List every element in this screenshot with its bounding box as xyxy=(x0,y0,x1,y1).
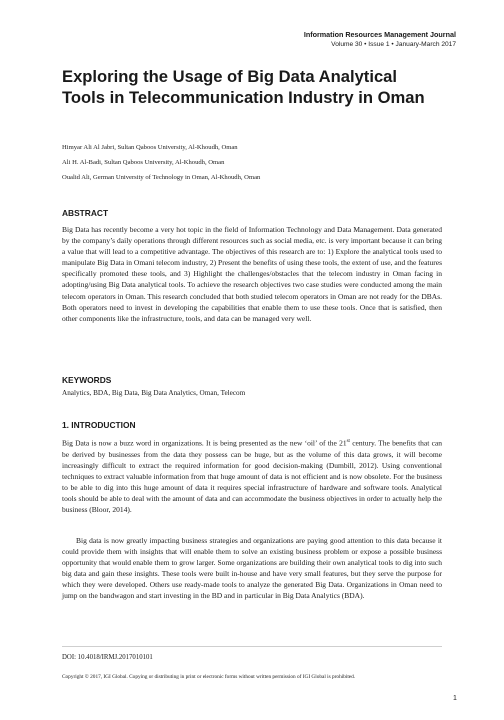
author-2: Ali H. Al-Badi, Sultan Qaboos University, Al-Khoudh, Oman xyxy=(62,159,225,166)
journal-issue: Volume 30 • Issue 1 • January-March 2017 xyxy=(331,41,456,48)
abstract-text: Big Data has recently become a very hot topic in the field of Information Technology and Data Management. Data generated by the company’s daily operations through different resources such as social media, etc. is very important because it can bring a value that will lead to a competitive advantage. The objectives of this research are to: 1) Explore the analytical tools used to manipulate Big Data in Omani telecom industry, 2) Present the benefits of using these tools, the extent of use, and the features specifically promoted these tools, and 3) Highlight the challenges/obstacles that the telecom industry in Oman facing in adopting/using Big Data analytical tools. To achieve the research objectives two case studies were conducted among the main telecom operators in Oman. This research concluded that both studied telecom operators in Oman are not ready for the DBAs. Both operators need to invest in developing the capabilities that enable them to use these tools. Once that is satisfied, then other components like the infrastructure, tools, and data can be managed very well. xyxy=(62,225,442,323)
journal-name: Information Resources Management Journal xyxy=(303,30,456,39)
copyright-notice: Copyright © 2017, IGI Global. Copying or distributing in print or electronic forms without written permission of IGI Global is prohibited. xyxy=(62,674,356,680)
author-list xyxy=(62,140,442,185)
intro-p1-superscript: st xyxy=(346,439,350,444)
abstract-heading: ABSTRACT xyxy=(62,208,109,218)
keywords-text: Analytics, BDA, Big Data, Big Data Analytics, Oman, Telecom xyxy=(62,389,246,397)
intro-p1-text-a: Big Data is now a buzz word in organizations. It is being presented as the new ‘oil’ of the 21 xyxy=(62,438,347,448)
page-number: 1 xyxy=(453,695,457,702)
introduction-paragraph-1 xyxy=(62,436,442,515)
footer-divider xyxy=(62,646,442,647)
introduction-heading: 1. INTRODUCTION xyxy=(62,420,136,430)
introduction-paragraph-2: Big data is now greatly impacting business strategies and organizations are paying good attention to this data because it could provide them with insights that will enable them to solve an existing business problem or expose a possible business opportunity that would enable them to grow larger. Some organizations are building their own analytical tools to dig into such big data and gain these insights. These tools were built in-house and have very small features, but they serve the purpose for which they were developed. Others use ready-made tools to analyze the generated Big Data. Organizations in Oman need to jump on the bandwagon and start investing in the BD and in particular in Big Data Analytics (BDA). xyxy=(62,536,442,601)
intro-p1-text-b: century. The benefits that can be derived by businesses from the data they possess can be huge, but as the volume of this data grows, it will become increasingly difficult to extract the required information for good decision-making (Dumbill, 2012). Using conventional techniques to extract valuable information from that huge amount of data is not efficient and is now obsolete. For the business to be able to dig into this huge amount of data it requires special infrastructure of hardware and software tools. Analytical tools should be able to deal with the amount of data and can accommodate the business objectives in order to actually help the business (Bloor, 2014). xyxy=(62,438,442,515)
doi-line: DOI: 10.4018/IRMJ.2017010101 xyxy=(62,654,153,661)
author-3: Oualid Ali, German University of Technology in Oman, Al-Khoudh, Oman xyxy=(62,174,261,181)
author-1: Himyar Ali Al Jabri, Sultan Qaboos University, Al-Khoudh, Oman xyxy=(62,144,238,151)
keywords-heading: KEYWORDS xyxy=(62,375,112,385)
article-title: Exploring the Usage of Big Data Analytical Tools in Telecommunication Industry in Oman xyxy=(62,67,425,107)
journal-header xyxy=(304,30,456,50)
